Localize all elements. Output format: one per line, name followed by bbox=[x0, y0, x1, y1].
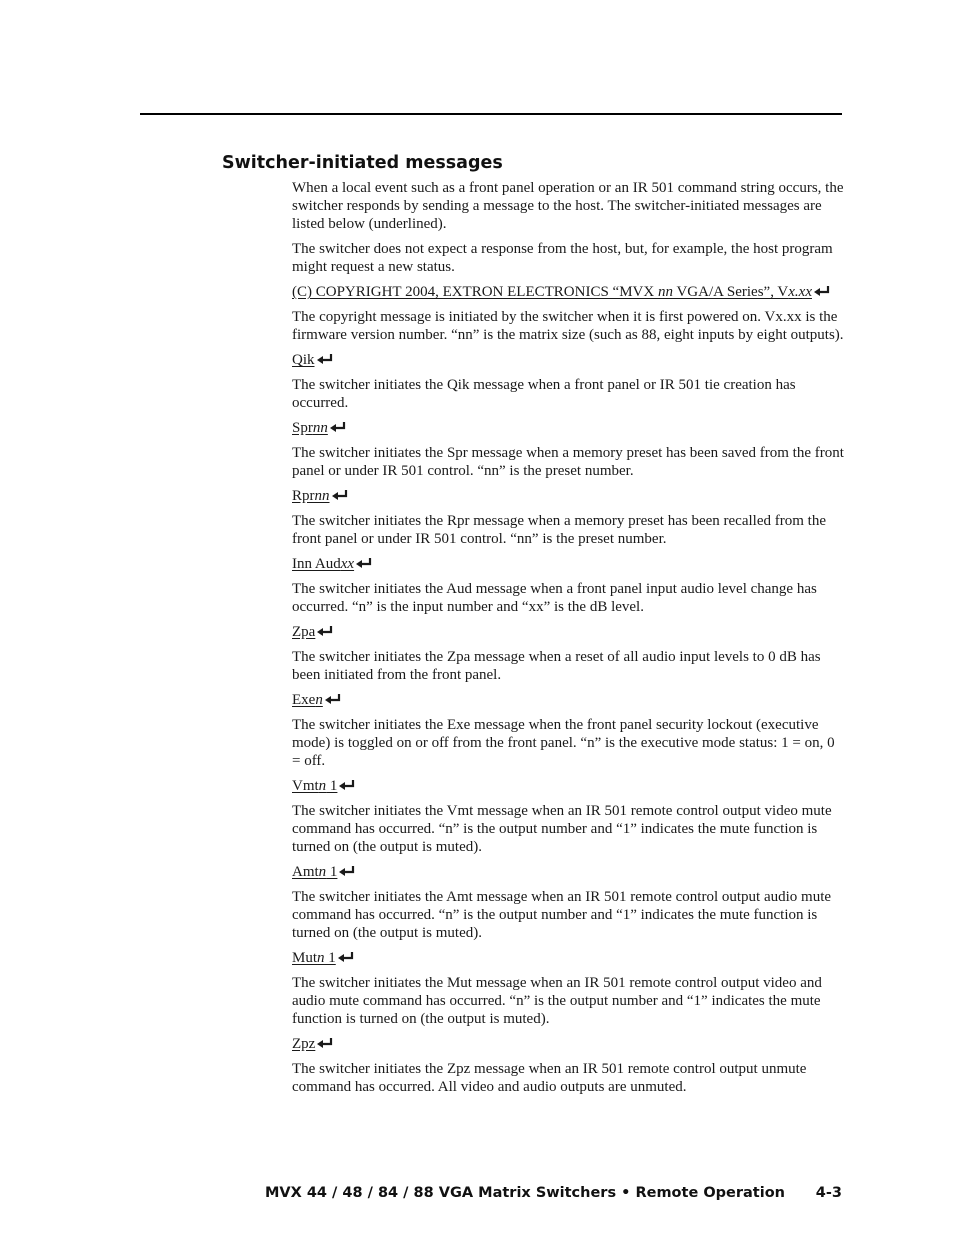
description-paragraph: The switcher initiates the Aud message when a front panel input audio level change has occurred. “n” is the input number and “xx” is the dB level. bbox=[292, 581, 817, 615]
command-text: n bbox=[315, 692, 323, 708]
description-paragraph: The switcher initiates the Mut message when an IR 501 remote control output video and audio mute command has occurred. “n” is the output number and “1” indicates the mute function is turned on (the output is muted). bbox=[292, 975, 822, 1027]
spr-command bbox=[292, 419, 844, 437]
command-text: nn bbox=[314, 488, 330, 504]
command-text: Qik bbox=[292, 352, 315, 368]
command-text: n bbox=[318, 864, 327, 880]
zpz-command bbox=[292, 1035, 844, 1053]
description-paragraph: The switcher initiates the Spr message when a memory preset has been saved from the front panel or under IR 501 control. “nn” is the preset number. bbox=[292, 445, 844, 479]
command-text: 1 bbox=[324, 950, 336, 966]
enter-return-icon bbox=[338, 779, 355, 790]
page-number: 4-3 bbox=[815, 1185, 842, 1201]
description-paragraph: The switcher initiates the Rpr message when a memory preset has been recalled from the front panel or under IR 501 control. “nn” is the preset number. bbox=[292, 513, 826, 547]
message-list bbox=[292, 179, 844, 1103]
qik-command bbox=[292, 351, 844, 369]
description-paragraph: The copyright message is initiated by the switcher when it is first powered on. Vx.xx is the firmware version number. “nn” is the matrix size (such as 88, eight inputs by eight outputs). bbox=[292, 309, 844, 343]
command-text: Spr bbox=[292, 420, 313, 436]
description-paragraph: The switcher does not expect a response from the host, but, for example, the host program might request a new status. bbox=[292, 241, 833, 275]
command-text: Exe bbox=[292, 692, 316, 708]
command-text: (C) COPYRIGHT 2004, EXTRON ELECTRONICS “MVX bbox=[292, 284, 658, 300]
command-text: Vmt bbox=[292, 778, 319, 794]
vmt-command bbox=[292, 777, 844, 795]
enter-return-icon bbox=[813, 285, 830, 296]
description-paragraph: When a local event such as a front panel operation or an IR 501 command string occurs, the switcher responds by sending a message to the host. The switcher-initiated messages are listed below (underlined). bbox=[292, 180, 844, 232]
header-rule bbox=[140, 113, 842, 115]
enter-return-icon bbox=[316, 1037, 333, 1048]
description-paragraph: The switcher initiates the Zpa message when a reset of all audio input levels to 0 dB has been initiated from the front panel. bbox=[292, 649, 821, 683]
command-text: VGA/A Series”, V bbox=[672, 284, 789, 300]
footer-title: MVX 44 / 48 / 84 / 88 VGA Matrix Switchers • Remote Operation bbox=[264, 1185, 785, 1201]
rpr-command bbox=[292, 487, 844, 505]
command-text: Inn Aud bbox=[292, 556, 341, 572]
command-text: Zpa bbox=[292, 624, 316, 640]
command-text: n bbox=[317, 950, 325, 966]
description-paragraph: The switcher initiates the Qik message when a front panel or IR 501 tie creation has occurred. bbox=[292, 377, 796, 411]
exe-command bbox=[292, 691, 844, 709]
command-text: xx bbox=[340, 556, 355, 572]
description-paragraph: The switcher initiates the Vmt message when an IR 501 remote control output video mute command has occurred. “n” is the output number and “1” indicates the mute function is turned on (the output is muted). bbox=[292, 803, 832, 855]
section-heading: Switcher-initiated messages bbox=[222, 153, 503, 173]
enter-return-icon bbox=[329, 421, 346, 432]
command-text: Zpz bbox=[292, 1036, 316, 1052]
command-text: nn bbox=[312, 420, 328, 436]
description-paragraph: The switcher initiates the Exe message when the front panel security lockout (executive mode) is toggled on or off from the front panel. “n” is the executive mode status: 1 = on, 0 = off. bbox=[292, 717, 835, 769]
enter-return-icon bbox=[338, 865, 355, 876]
command-text: n bbox=[318, 778, 327, 794]
command-text: Mut bbox=[292, 950, 318, 966]
enter-return-icon bbox=[355, 557, 372, 568]
description-paragraph: The switcher initiates the Zpz message when an IR 501 remote control output unmute command has occurred. All video and audio outputs are unmuted. bbox=[292, 1061, 807, 1095]
copyright-command bbox=[292, 283, 844, 301]
enter-return-icon bbox=[316, 353, 333, 364]
aud-command bbox=[292, 555, 844, 573]
command-text: Rpr bbox=[292, 488, 315, 504]
command-text: x.xx bbox=[788, 284, 812, 300]
mut-command bbox=[292, 949, 844, 967]
enter-return-icon bbox=[324, 693, 341, 704]
amt-command bbox=[292, 863, 844, 881]
command-text: 1 bbox=[326, 864, 338, 880]
enter-return-icon bbox=[316, 625, 333, 636]
command-text: 1 bbox=[326, 778, 338, 794]
enter-return-icon bbox=[337, 951, 354, 962]
command-text: Amt bbox=[292, 864, 319, 880]
command-text: nn bbox=[657, 284, 673, 300]
enter-return-icon bbox=[331, 489, 348, 500]
description-paragraph: The switcher initiates the Amt message when an IR 501 remote control output audio mute command has occurred. “n” is the output number and “1” indicates the mute function is turned on (the output is muted). bbox=[292, 889, 832, 941]
zpa-command bbox=[292, 623, 844, 641]
